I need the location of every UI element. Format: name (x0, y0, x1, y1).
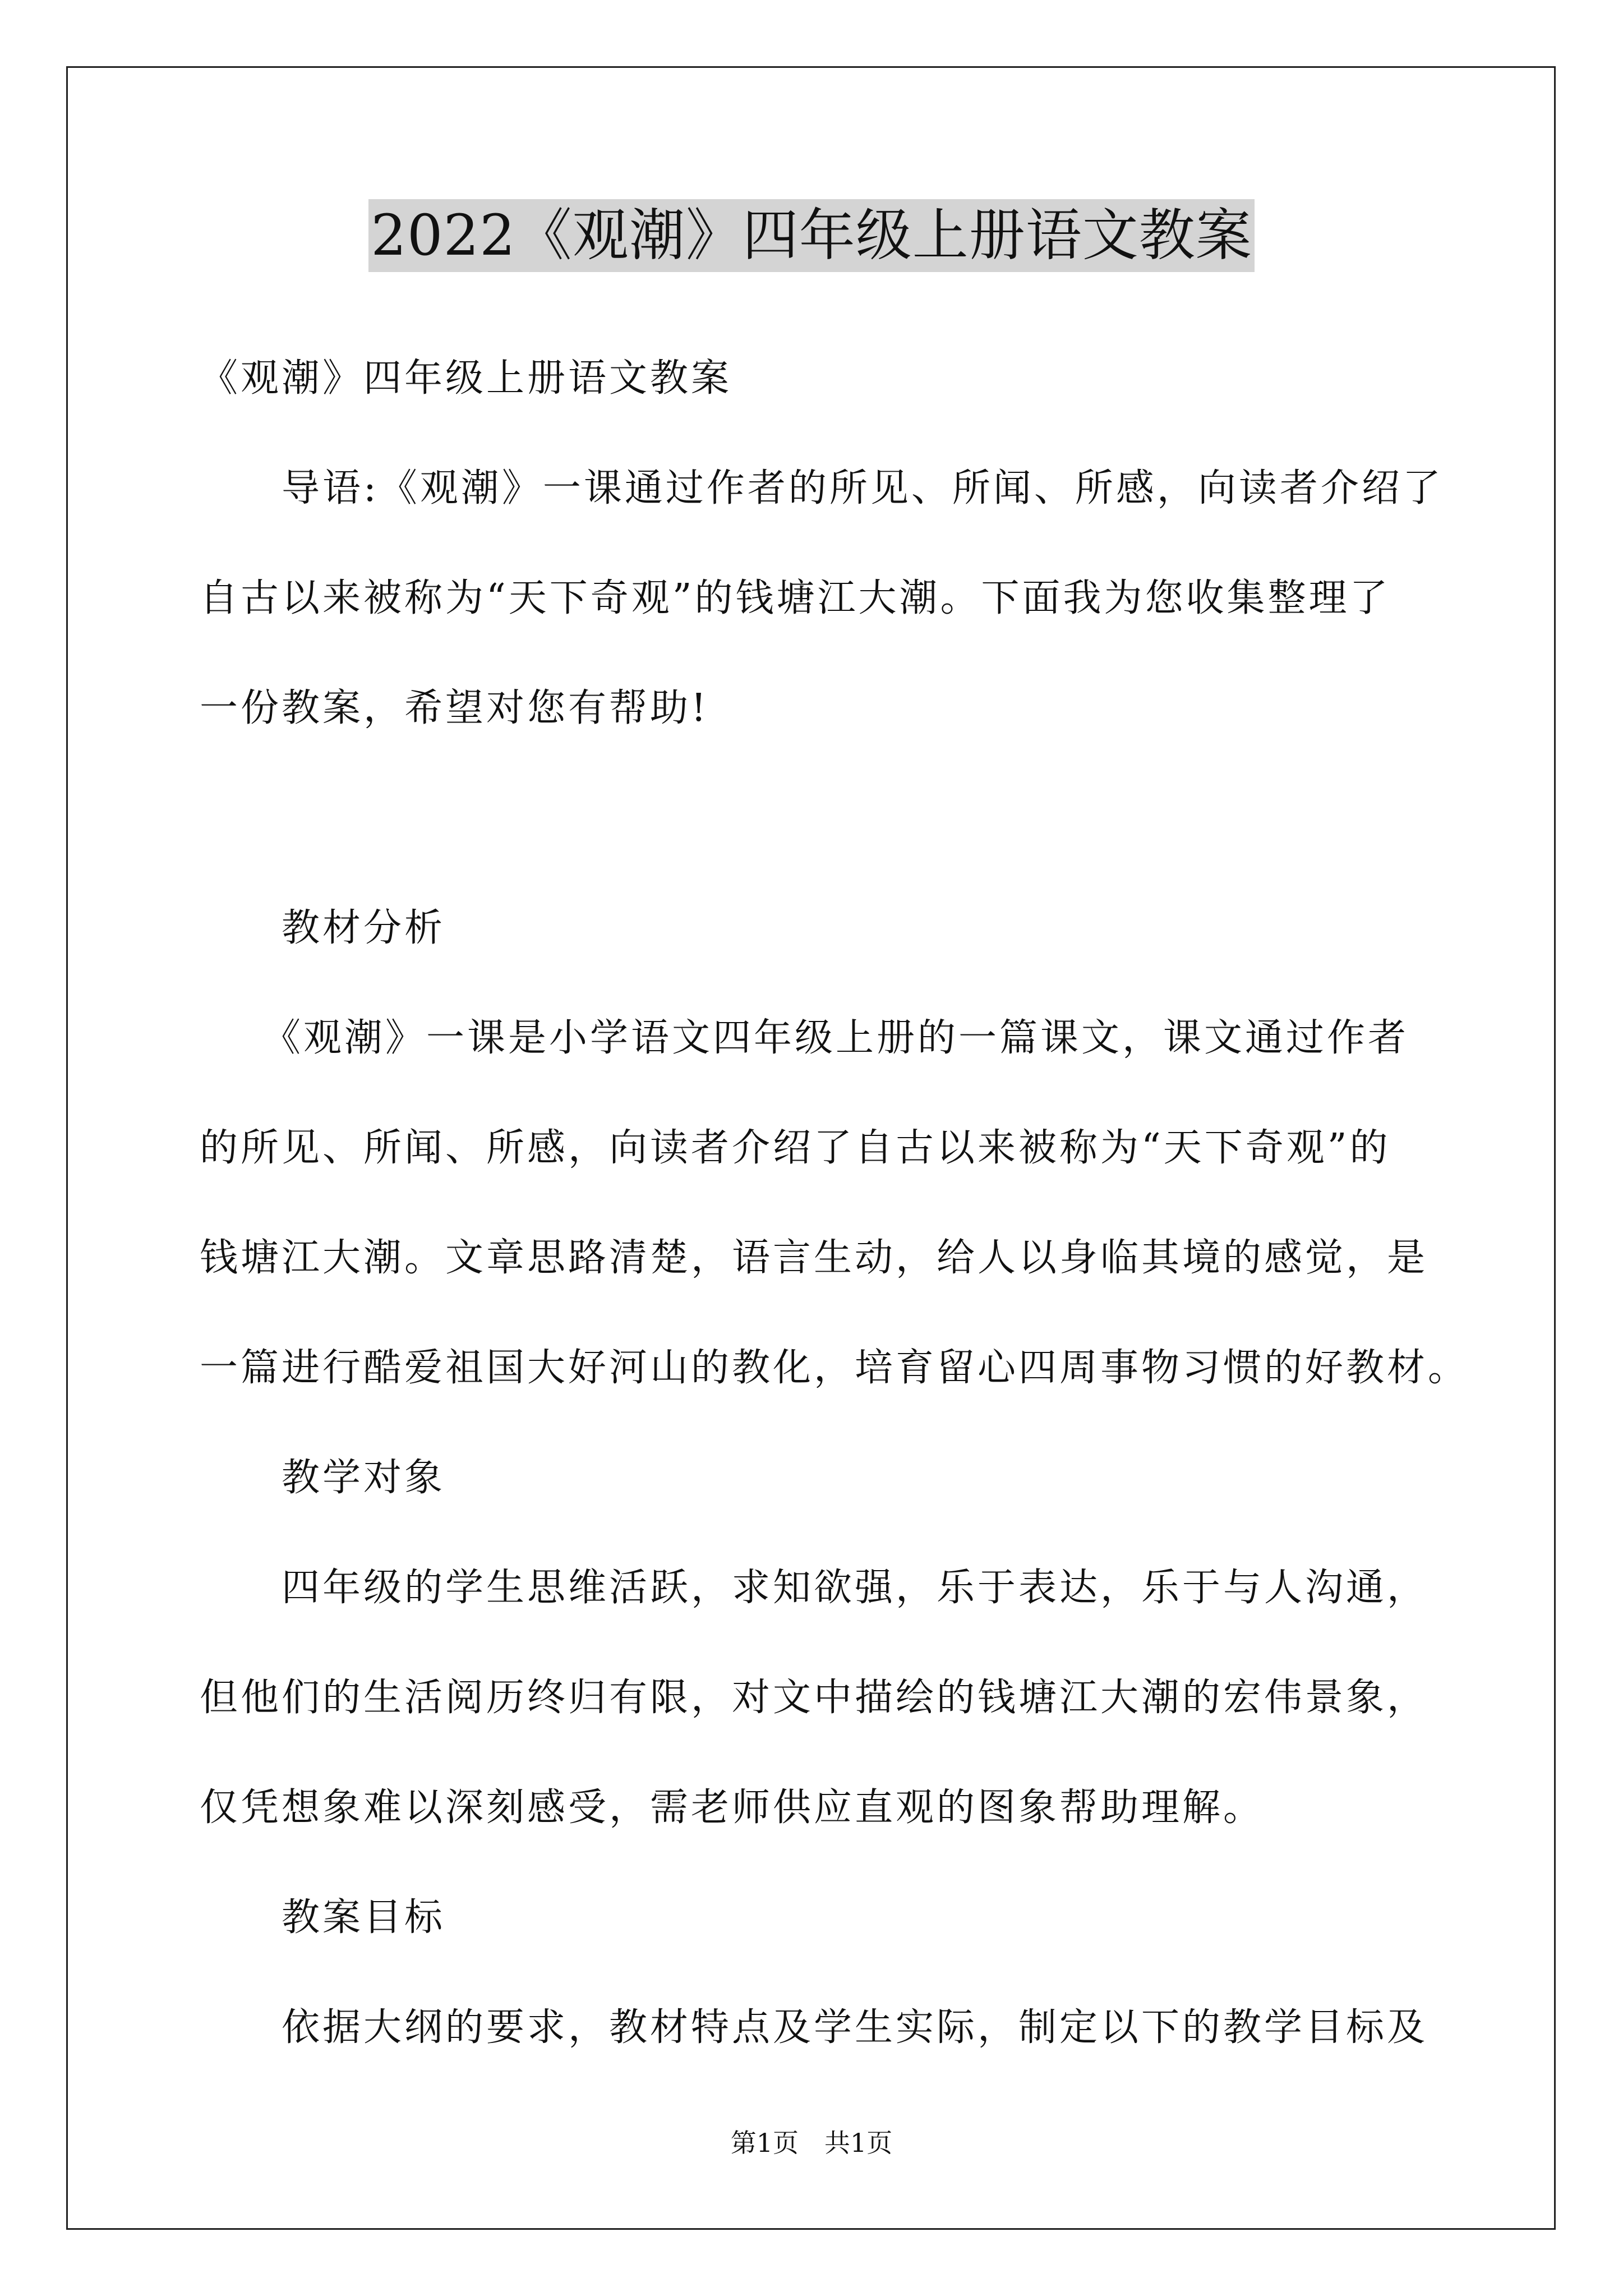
paragraph-line: 自古以来被称为“天下奇观”的钱塘江大潮。下面我为您收集整理了 (200, 576, 1391, 620)
document-title: 2022《观潮》四年级上册语文教案 (368, 199, 1255, 272)
paragraph-line: 一篇进行酷爱祖国大好河山的教化，培育留心四周事物习惯的好教材。 (200, 1346, 1469, 1390)
document-subtitle: 《观潮》四年级上册语文教案 (200, 356, 732, 401)
paragraph-line: 的所见、所闻、所感，向读者介绍了自古以来被称为“天下奇观”的 (200, 1126, 1391, 1170)
title-area (0, 199, 1623, 272)
page-footer: 第1页 共1页 (730, 2128, 893, 2158)
paragraph-line: 四年级的学生思维活跃，求知欲强，乐于表达，乐于与人沟通， (200, 1566, 1428, 1610)
paragraph-line: 钱塘江大潮。文章思路清楚，语言生动，给人以身临其境的感觉，是 (200, 1236, 1428, 1280)
paragraph-line: 《观潮》一课是小学语文四年级上册的一篇课文，课文通过作者 (200, 1016, 1409, 1060)
paragraph-line: 一份教案，希望对您有帮助! (200, 686, 709, 730)
paragraph-line: 依据大纲的要求，教材特点及学生实际，制定以下的教学目标及 (200, 2005, 1428, 2050)
section-heading: 教学对象 (200, 1456, 446, 1500)
paragraph-line: 仅凭想象难以深刻感受，需老师供应直观的图象帮助理解。 (200, 1786, 1265, 1830)
section-heading: 教案目标 (200, 1895, 446, 1940)
paragraph-line: 导语:《观潮》一课通过作者的所见、所闻、所感，向读者介绍了 (200, 466, 1444, 510)
section-heading: 教材分析 (200, 906, 446, 950)
paragraph-line: 但他们的生活阅历终归有限，对文中描绘的钱塘江大潮的宏伟景象， (200, 1676, 1428, 1720)
